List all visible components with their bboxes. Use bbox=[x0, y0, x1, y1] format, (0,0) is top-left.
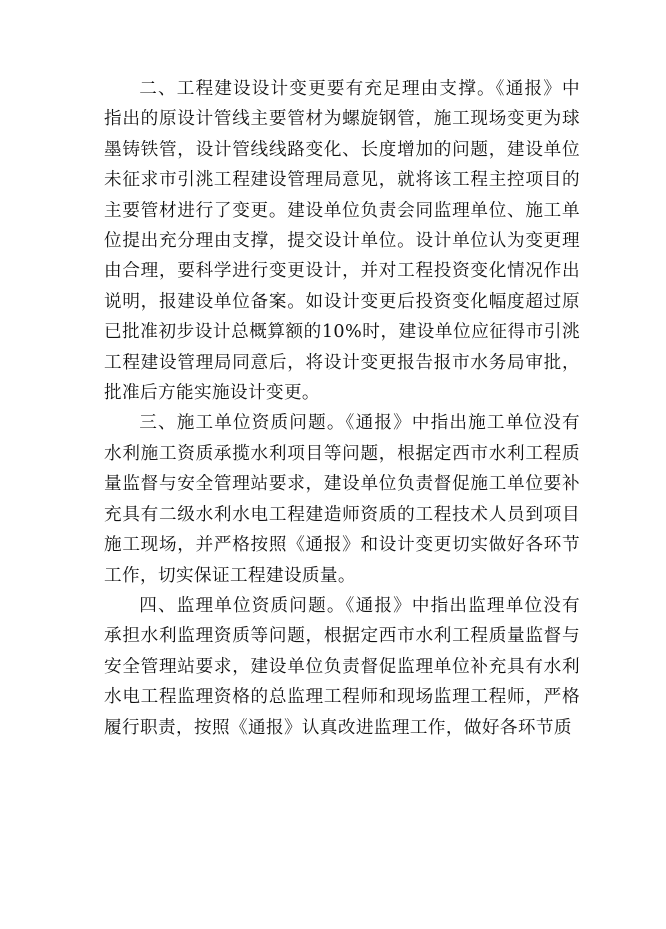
paragraph-supervision-qualification: 四、监理单位资质问题。《通报》中指出监理单位没有承担水利监理资质等问题，根据定西市水利工程质量监督与安全管理站要求，建设单位负责督促监理单位补充具有水利水电工程监理资格的总监理工程师和现场监理工程师，严格履行职责，按照《通报》认真改进监理工作，做好各环节质 bbox=[104, 595, 580, 738]
paragraph-construction-qualification: 三、施工单位资质问题。《通报》中指出施工单位没有水利施工资质承揽水利项目等问题，根据定西市水利工程质量监督与安全管理站要求，建设单位负责督促施工单位要补充具有二级水利水电工程建造师资质的工程技术人员到项目施工现场，并严格按照《通报》和设计变更切实做好各环节工作，切实保证工程建设质量。 bbox=[104, 413, 580, 586]
document-body bbox=[104, 74, 580, 743]
paragraph-design-change: 二、工程建设设计变更要有充足理由支撑。《通报》中指出的原设计管线主要管材为螺旋钢管，施工现场变更为球墨铸铁管，设计管线线路变化、长度增加的问题，建设单位未征求市引洮工程建设管理局意见，就将该工程主控项目的主要管材进行了变更。建设单位负责会同监理单位、施工单位提出充分理由支撑，提交设计单位。设计单位认为变更理由合理，要科学进行变更设计，并对工程投资变化情况作出说明，报建设单位备案。如设计变更后投资变化幅度超过原已批准初步设计总概算额的10%时，建设单位应征得市引洮工程建设管理局同意后，将设计变更报告报市水务局审批，批准后方能实施设计变更。 bbox=[104, 79, 580, 404]
